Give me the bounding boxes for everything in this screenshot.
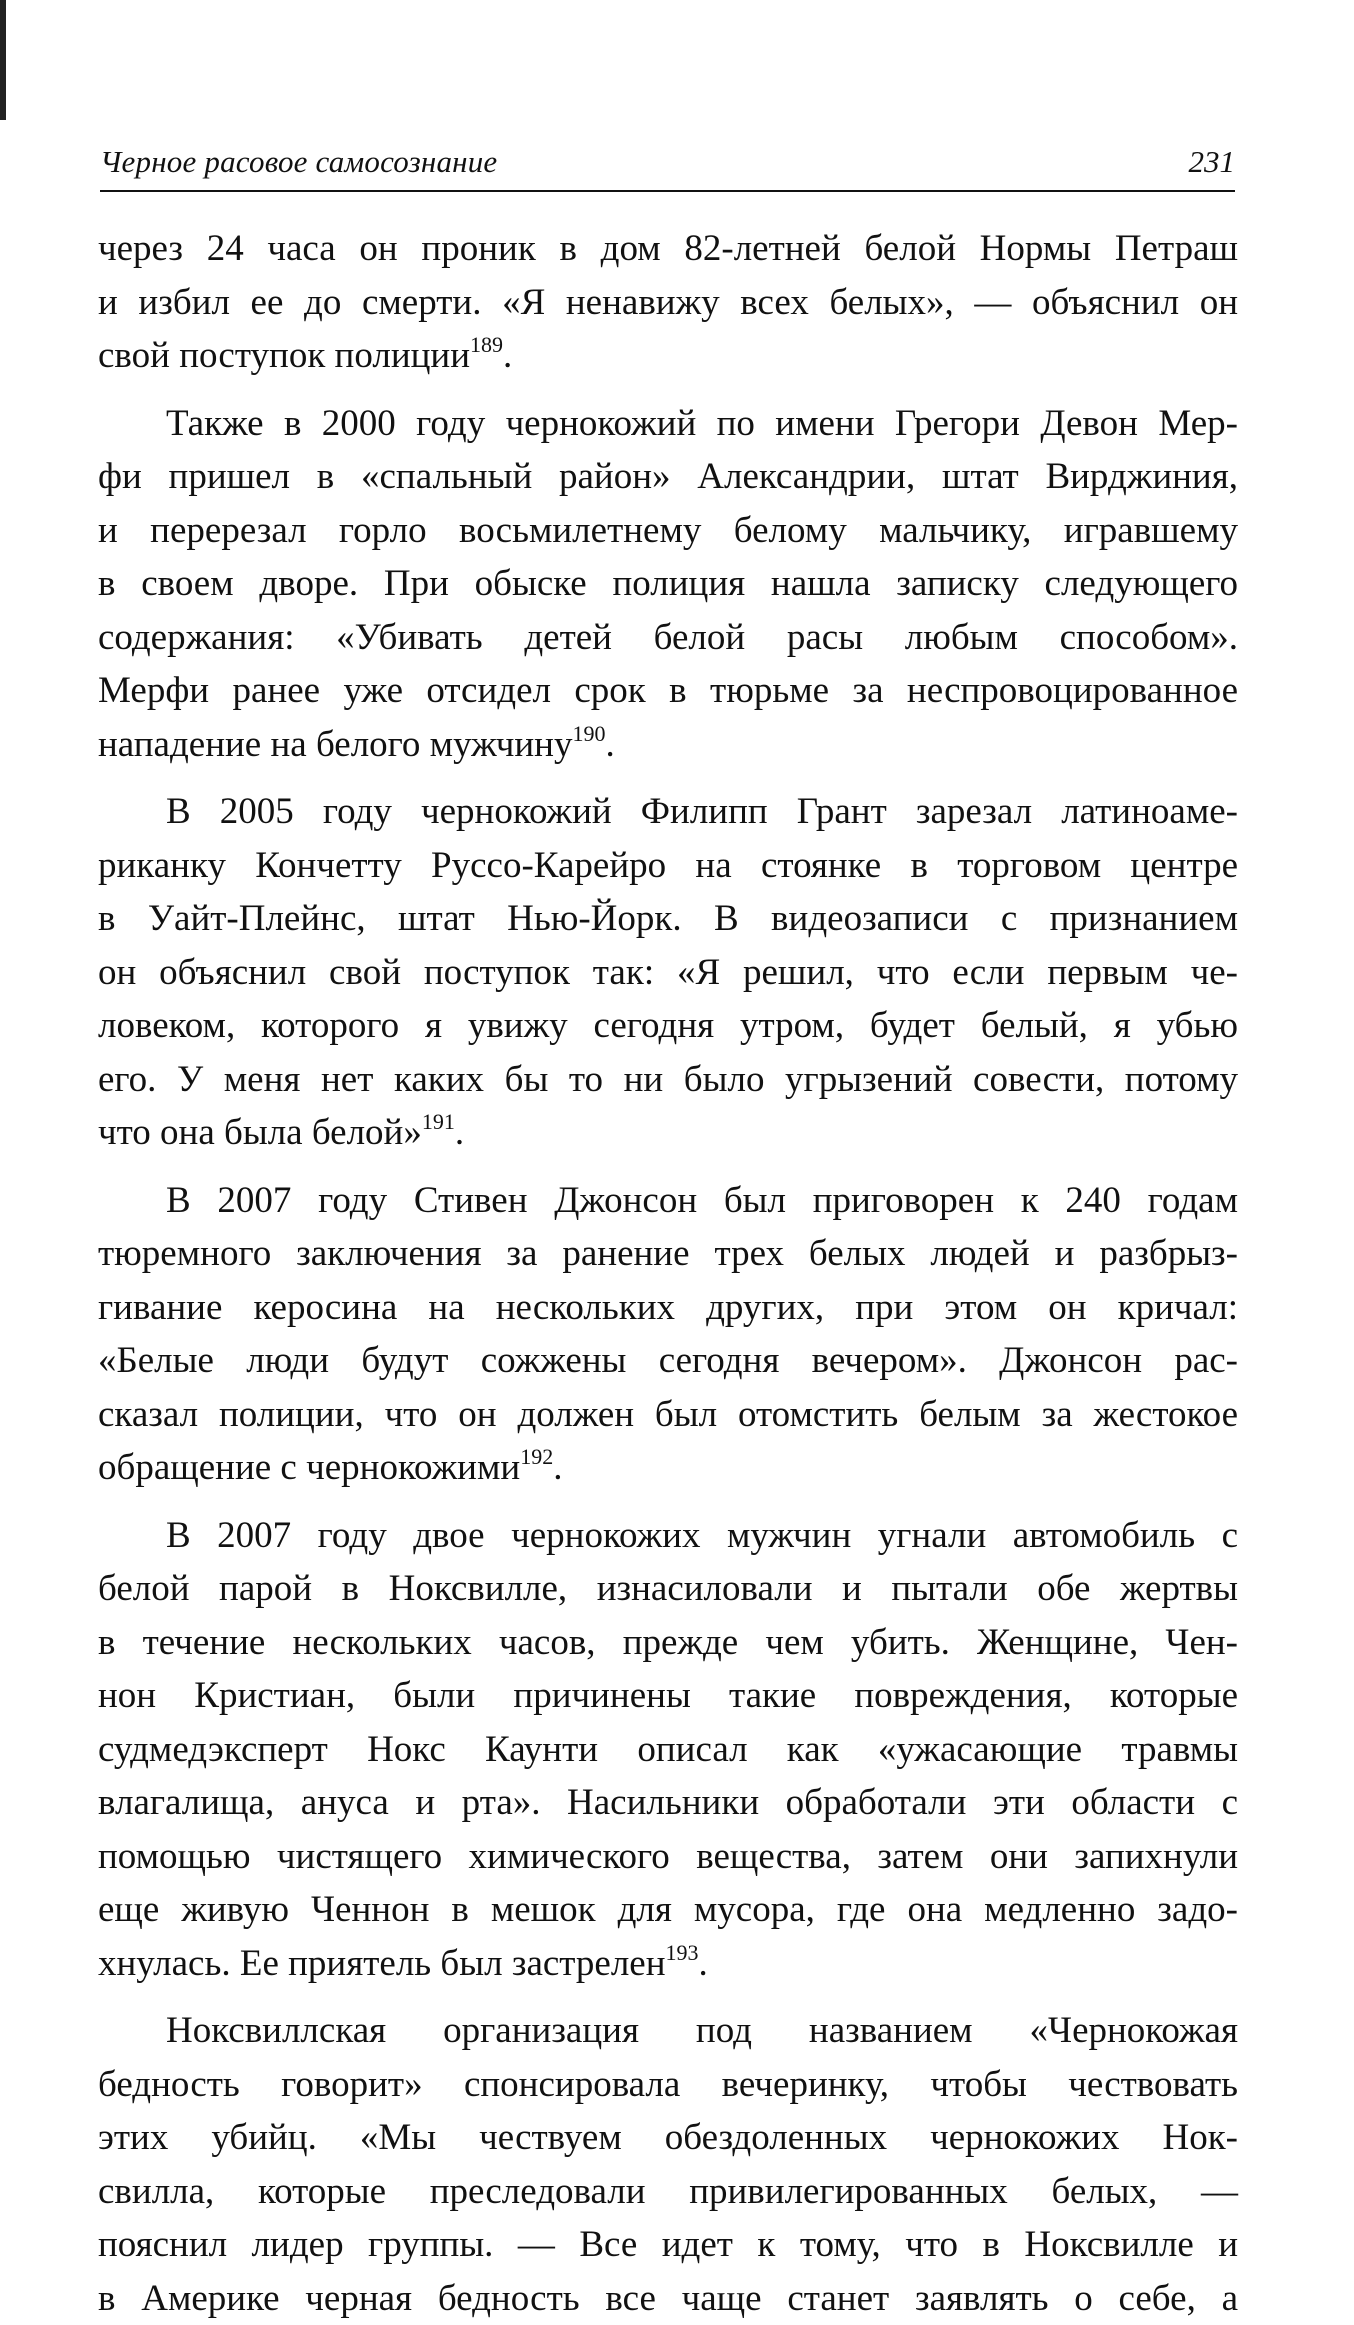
text-line bbox=[98, 276, 1238, 330]
line-text: риканку Кончетту Руссо-Карейро на стоянке в торговом центре bbox=[98, 845, 1238, 886]
line-text: в своем дворе. При обыске полиция нашла записку следующего bbox=[98, 563, 1238, 604]
line-text: бедность говорит» спонсировала вечеринку, чтобы чествовать bbox=[98, 2064, 1238, 2105]
text-line bbox=[98, 892, 1238, 946]
text-line bbox=[98, 504, 1238, 558]
line-text: нападение на белого мужчину bbox=[98, 724, 572, 765]
paragraph bbox=[98, 222, 1238, 383]
line-text: свилла, которые преследовали привилегированных белых, — bbox=[98, 2171, 1238, 2212]
paragraph bbox=[98, 2004, 1238, 2325]
text-line bbox=[98, 2272, 1238, 2325]
footnote-ref: 191 bbox=[422, 1109, 455, 1134]
line-text: что она была белой» bbox=[98, 1112, 422, 1153]
text-line bbox=[98, 2058, 1238, 2112]
text-line bbox=[98, 329, 1238, 383]
text-line bbox=[98, 1616, 1238, 1670]
text-line bbox=[98, 1830, 1238, 1884]
text-line bbox=[98, 718, 1238, 772]
line-text: гивание керосина на нескольких других, при этом он кричал: bbox=[98, 1287, 1238, 1328]
line-text: судмедэксперт Нокс Каунти описал как «ужасающие травмы bbox=[98, 1729, 1238, 1770]
text-line bbox=[98, 664, 1238, 718]
text-line bbox=[98, 1281, 1238, 1335]
text-line bbox=[98, 1669, 1238, 1723]
line-text: фи пришел в «спальный район» Александрии, штат Вирджиния, bbox=[98, 456, 1238, 497]
line-tail: . bbox=[605, 724, 614, 765]
text-line bbox=[98, 1441, 1238, 1495]
line-text: пояснил лидер группы. — Все идет к тому, что в Ноксвилле и bbox=[98, 2224, 1238, 2265]
text-line bbox=[98, 2004, 1238, 2058]
line-tail: . bbox=[455, 1112, 464, 1153]
line-text: В 2007 году двое чернокожих мужчин угнали автомобиль с bbox=[166, 1515, 1238, 1556]
line-tail: . bbox=[699, 1943, 708, 1984]
line-text: еще живую Ченнон в мешок для мусора, где она медленно задо- bbox=[98, 1889, 1238, 1930]
line-text: тюремного заключения за ранение трех белых людей и разбрыз- bbox=[98, 1233, 1238, 1274]
paragraph bbox=[98, 1174, 1238, 1495]
line-text: сказал полиции, что он должен был отомстить белым за жестокое bbox=[98, 1394, 1238, 1435]
line-text: этих убийц. «Мы чествуем обездоленных чернокожих Нок- bbox=[98, 2117, 1238, 2158]
text-line bbox=[98, 2111, 1238, 2165]
line-text: Также в 2000 году чернокожий по имени Грегори Девон Мер- bbox=[166, 403, 1238, 444]
text-line bbox=[98, 611, 1238, 665]
body-text bbox=[98, 222, 1238, 2325]
line-text: содержания: «Убивать детей белой расы любым способом». bbox=[98, 617, 1238, 658]
footnote-ref: 193 bbox=[666, 1940, 699, 1965]
line-text: В 2007 году Стивен Джонсон был приговорен к 240 годам bbox=[166, 1180, 1238, 1221]
line-text: в Уайт-Плейнс, штат Нью-Йорк. В видеозаписи с признанием bbox=[98, 898, 1238, 939]
text-line bbox=[98, 1174, 1238, 1228]
text-line bbox=[98, 1227, 1238, 1281]
page-number: 231 bbox=[1189, 144, 1236, 180]
text-line bbox=[98, 785, 1238, 839]
line-text: «Белые люди будут сожжены сегодня вечером». Джонсон рас- bbox=[98, 1340, 1238, 1381]
line-text: хнулась. Ее приятель был застрелен bbox=[98, 1943, 666, 1984]
scan-edge-mark bbox=[0, 0, 6, 120]
running-header bbox=[100, 140, 1235, 192]
line-text: в течение нескольких часов, прежде чем убить. Женщине, Чен- bbox=[98, 1622, 1238, 1663]
line-text: Мерфи ранее уже отсидел срок в тюрьме за неспровоцированное bbox=[98, 670, 1238, 711]
line-text: в Америке черная бедность все чаще станет заявлять о себе, а bbox=[98, 2278, 1238, 2319]
line-text: помощью чистящего химического вещества, затем они запихнули bbox=[98, 1836, 1238, 1877]
text-line bbox=[98, 1106, 1238, 1160]
line-text: нон Кристиан, были причинены такие повреждения, которые bbox=[98, 1675, 1238, 1716]
line-text: обращение с чернокожими bbox=[98, 1447, 520, 1488]
text-line bbox=[98, 1053, 1238, 1107]
line-text: ловеком, которого я увижу сегодня утром, будет белый, я убью bbox=[98, 1005, 1238, 1046]
text-line bbox=[98, 2165, 1238, 2219]
running-title: Черное расовое самосознание bbox=[100, 144, 497, 180]
line-text: свой поступок полиции bbox=[98, 335, 470, 376]
footnote-ref: 192 bbox=[520, 1444, 553, 1469]
paragraph bbox=[98, 1509, 1238, 1991]
text-line bbox=[98, 1562, 1238, 1616]
line-text: белой парой в Ноксвилле, изнасиловали и пытали обе жертвы bbox=[98, 1568, 1238, 1609]
text-line bbox=[98, 946, 1238, 1000]
line-text: и перерезал горло восьмилетнему белому мальчику, игравшему bbox=[98, 510, 1238, 551]
line-text: В 2005 году чернокожий Филипп Грант зарезал латиноаме- bbox=[166, 791, 1238, 832]
line-text: он объяснил свой поступок так: «Я решил, что если первым че- bbox=[98, 952, 1238, 993]
text-line bbox=[98, 557, 1238, 611]
line-text: и избил ее до смерти. «Я ненавижу всех белых», — объяснил он bbox=[98, 282, 1238, 323]
text-line bbox=[98, 1334, 1238, 1388]
footnote-ref: 190 bbox=[572, 721, 605, 746]
text-line bbox=[98, 999, 1238, 1053]
text-line bbox=[98, 1509, 1238, 1563]
text-line bbox=[98, 1723, 1238, 1777]
line-tail: . bbox=[553, 1447, 562, 1488]
text-line bbox=[98, 397, 1238, 451]
line-tail: . bbox=[503, 335, 512, 376]
text-line bbox=[98, 1776, 1238, 1830]
text-line bbox=[98, 1883, 1238, 1937]
line-text: Ноксвиллская организация под названием «Чернокожая bbox=[166, 2010, 1238, 2051]
text-line bbox=[98, 222, 1238, 276]
text-line bbox=[98, 1937, 1238, 1991]
footnote-ref: 189 bbox=[470, 332, 503, 357]
line-text: влагалища, ануса и рта». Насильники обработали эти области с bbox=[98, 1782, 1238, 1823]
text-line bbox=[98, 839, 1238, 893]
text-line bbox=[98, 2218, 1238, 2272]
text-line bbox=[98, 450, 1238, 504]
line-text: через 24 часа он проник в дом 82-летней белой Нормы Петраш bbox=[98, 228, 1238, 269]
line-text: его. У меня нет каких бы то ни было угрызений совести, потому bbox=[98, 1059, 1238, 1100]
text-line bbox=[98, 1388, 1238, 1442]
paragraph bbox=[98, 397, 1238, 772]
paragraph bbox=[98, 785, 1238, 1160]
